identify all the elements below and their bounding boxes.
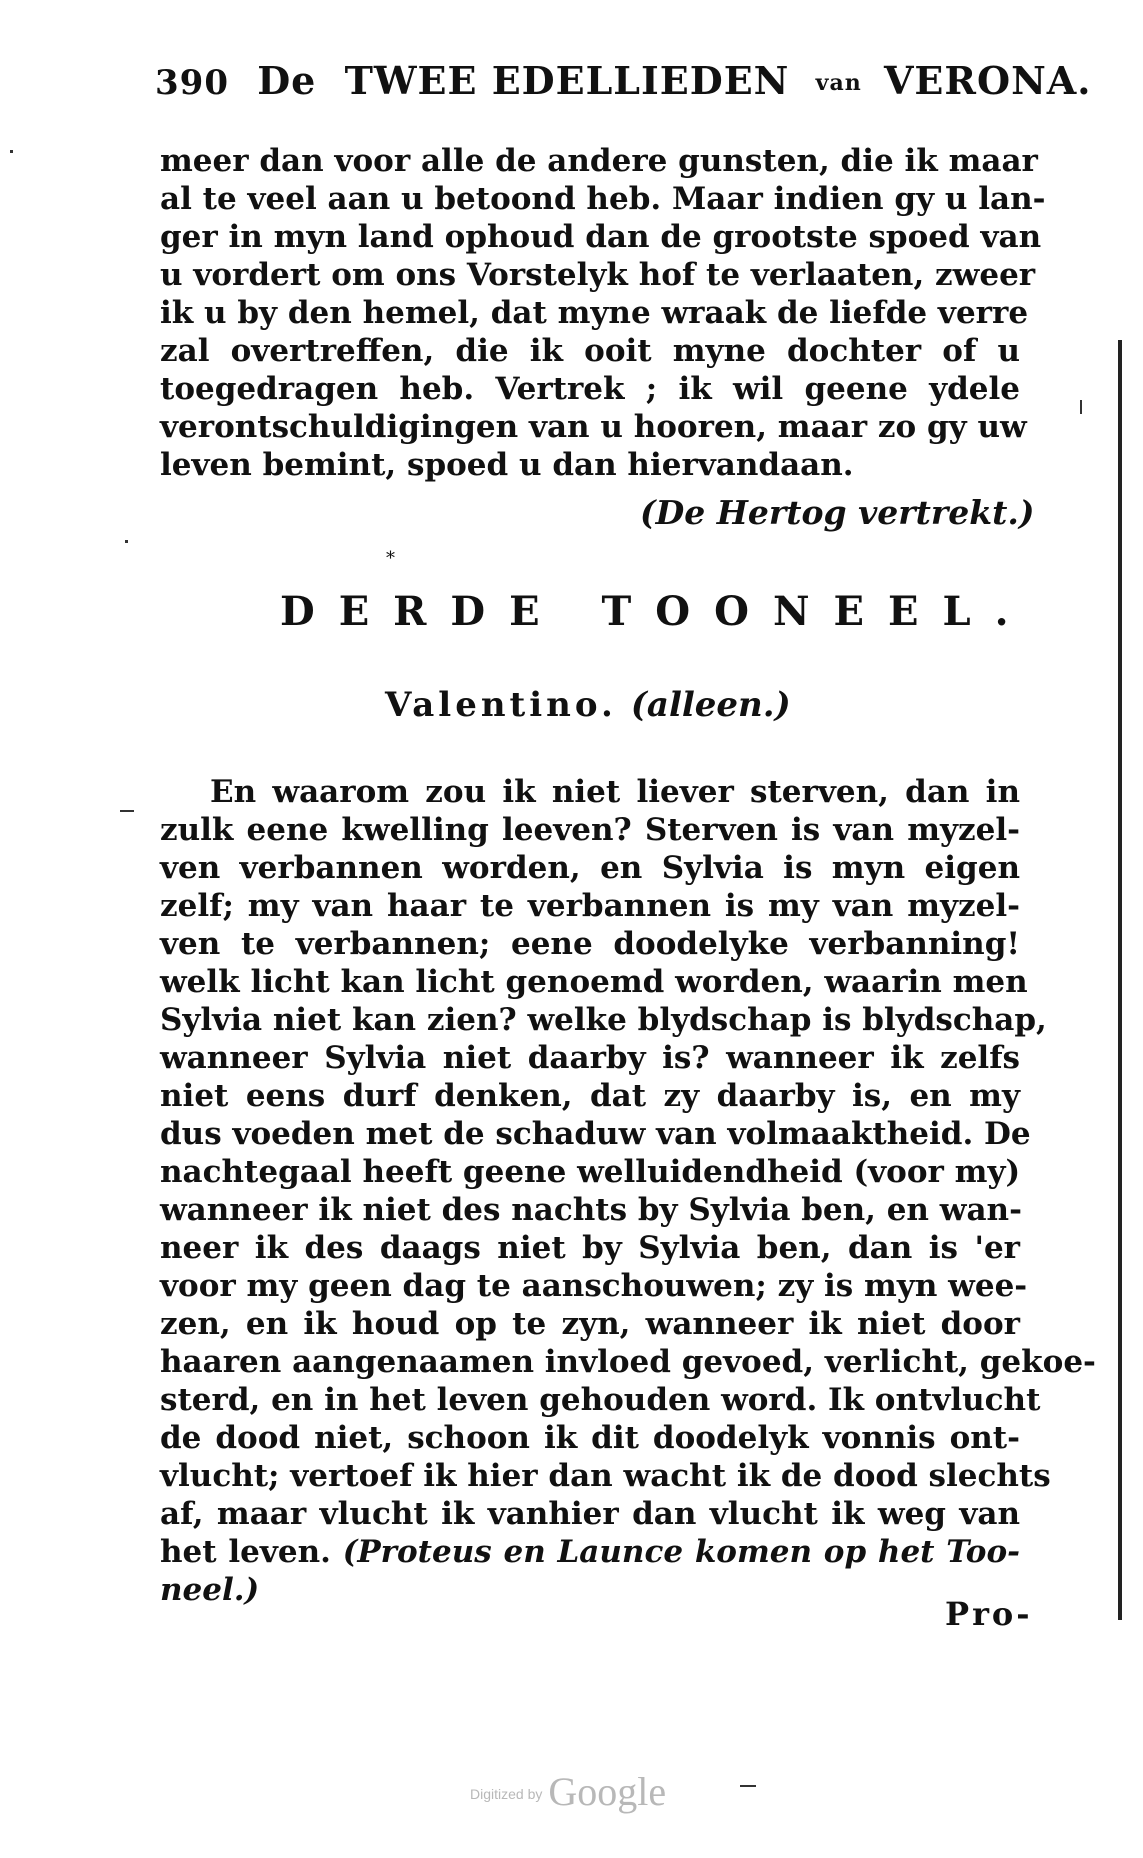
watermark-prefix: Digitized by [470, 1786, 543, 1802]
paper-speck [740, 1785, 756, 1787]
text-line [160, 1571, 1020, 1609]
text-line: zal overtreffen, die ik ooit myne dochter of u [160, 333, 1020, 369]
digitized-watermark [470, 1768, 770, 1815]
paper-speck [120, 810, 134, 812]
text-line: wanneer ik niet des nachts by Sylvia ben, en wan- [160, 1192, 1022, 1228]
binding-edge-rule [1118, 340, 1122, 1620]
text-line: voor my geen dag te aanschouwen; zy is myn wee- [160, 1268, 1028, 1304]
text-line: haaren aangenaamen invloed gevoed, verlicht, gekoe- [160, 1344, 1096, 1380]
text-line: ger in myn land ophoud dan de grootste spoed van [160, 219, 1042, 255]
paper-speck [10, 150, 13, 153]
text-line-with-stage-direction [160, 1533, 1020, 1571]
last-speech-text: het leven. [160, 1534, 331, 1570]
text-line: En waarom zou ik niet liever sterven, dan in [210, 774, 1020, 810]
text-line: wanneer Sylvia niet daarby is? wanneer ik zelfs [160, 1040, 1020, 1076]
text-line: de dood niet, schoon ik dit doodelyk vonnis ont- [160, 1420, 1020, 1456]
watermark-brand: Google [548, 1769, 667, 1814]
header-title-part1: TWEE EDELLIEDEN [344, 58, 790, 103]
catchword: Pro- [945, 1595, 1033, 1633]
text-line: al te veel aan u betoond heb. Maar indien gy u lan- [160, 181, 1046, 217]
ornament-star: * [386, 548, 395, 569]
text-line: dus voeden met de schaduw van volmaaktheid. De [160, 1116, 1031, 1152]
text-line: niet eens durf denken, dat zy daarby is, en my [160, 1078, 1020, 1114]
stage-direction-enter: (Proteus en Launce komen op het Too- [342, 1534, 1020, 1570]
text-line: Sylvia niet kan zien? welke blydschap is blydschap, [160, 1002, 1047, 1038]
header-article: De [257, 58, 317, 103]
text-line: ven verbannen worden, en Sylvia is myn eigen [160, 850, 1020, 886]
header-van: van [815, 70, 862, 96]
header-title-part2: VERONA. [883, 58, 1092, 103]
speaker-aside: (alleen.) [630, 685, 791, 725]
text-line: sterd, en in het leven gehouden word. Ik ontvlucht [160, 1382, 1041, 1418]
paper-speck [1080, 400, 1082, 414]
paragraph-2 [160, 773, 1096, 1609]
stage-direction-exit: (De Hertog vertrekt.) [640, 493, 1035, 532]
text-line: meer dan voor alle de andere gunsten, die ik maar [160, 143, 1038, 179]
stage-direction-enter-cont: neel.) [160, 1572, 260, 1608]
text-line: zen, en ik houd op te zyn, wanneer ik niet door [160, 1306, 1020, 1342]
scene-title: DERDE TOONEEL. [280, 588, 1033, 635]
paragraph-1 [160, 142, 1046, 484]
speaker-heading [385, 685, 905, 725]
speaker-name: Valentino. [385, 685, 617, 725]
text-line: verontschuldigingen van u hooren, maar zo gy uw [160, 409, 1027, 445]
text-line: zulk eene kwelling leeven? Sterven is van myzel- [160, 812, 1020, 848]
text-line: ven te verbannen; eene doodelyke verbanning! [160, 926, 1020, 962]
text-line: neer ik des daags niet by Sylvia ben, dan is 'er [160, 1230, 1020, 1266]
text-line: af, maar vlucht ik vanhier dan vlucht ik weg van [160, 1496, 1020, 1532]
page-number: 390 [155, 63, 229, 103]
text-line: vlucht; vertoef ik hier dan wacht ik de dood slechts [160, 1458, 1051, 1494]
text-line: zelf; my van haar te verbannen is my van myzel- [160, 888, 1020, 924]
running-header [155, 58, 1092, 118]
paper-speck [125, 540, 128, 543]
text-line: leven bemint, spoed u dan hiervandaan. [160, 447, 854, 483]
text-line: toegedragen heb. Vertrek ; ik wil geene ydele [160, 371, 1020, 407]
text-line: ik u by den hemel, dat myne wraak de liefde verre [160, 295, 1029, 331]
text-line: nachtegaal heeft geene welluidendheid (voor my) [160, 1154, 1021, 1190]
text-line: u vordert om ons Vorstelyk hof te verlaaten, zweer [160, 257, 1036, 293]
text-line: welk licht kan licht genoemd worden, waarin men [160, 964, 1028, 1000]
